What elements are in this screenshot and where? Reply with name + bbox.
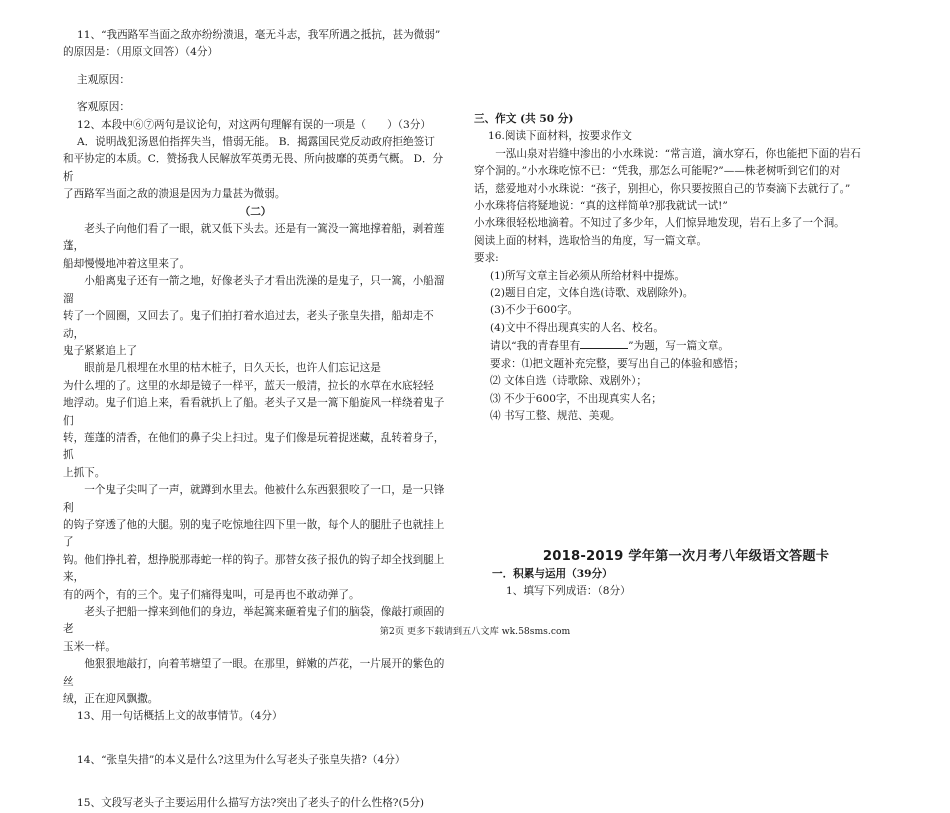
passage-line: 有的两个，有的三个。鬼子们痛得鬼叫，可是再也不敢动弹了。 bbox=[63, 588, 360, 601]
left-column bbox=[63, 27, 448, 813]
requirement-line: (3)不少于600字。 bbox=[490, 304, 579, 317]
page-footer: 第2页 更多下载请到五八文库 wk.58sms.com bbox=[379, 626, 571, 637]
requirement-line: (4)文中不得出现真实的人名、校名。 bbox=[490, 321, 664, 334]
passage-line: 为什么埋的了。这里的水却是镜子一样平，蓝天一般清，拉长的水草在水底轻轻 bbox=[63, 379, 434, 392]
section-2-title: （二） bbox=[239, 205, 272, 218]
material-line: 一泓山泉对岩缝中渗出的小水珠说：“常言道，滴水穿石，你也能把下面的岩石 bbox=[495, 147, 861, 160]
q11-line2: 的原因是：（用原文回答）（4分） bbox=[63, 46, 219, 59]
material-line: 小水珠很轻松地滴着。不知过了多少年，人们惊异地发现，岩石上多了一个洞。 bbox=[474, 217, 845, 230]
material-line: 要求: bbox=[474, 252, 499, 265]
q11-main-reason: 主观原因： bbox=[77, 73, 130, 86]
passage-line: 转，莲蓬的清香，在他们的鼻子尖上扫过。鬼子们像是玩着捉迷藏，乱转着身子，抓 bbox=[63, 431, 445, 462]
passage-line: 他狠狠地敲打，向着苇塘望了一眼。在那里，鲜嫩的芦花，一片展开的紫色的丝 bbox=[63, 658, 445, 688]
q11-objective-reason: 客观原因： bbox=[77, 101, 130, 114]
q12-option-bc: 和平协定的本质。C．赞扬我人民解放军英勇无畏、所向披靡的英勇气概。 D．分析 bbox=[63, 153, 444, 183]
prompt-after: ”为题，写一篇文章。 bbox=[628, 340, 729, 353]
passage-line: 的钩子穿透了他的大腿。别的鬼子吃惊地往四下里一散，每个人的腿肚子也就挂上了 bbox=[63, 518, 445, 549]
passage-line: 鬼子紧紧追上了 bbox=[63, 344, 138, 357]
answer-q1: 1、填写下列成语：（8分） bbox=[506, 585, 631, 597]
passage-line: 钩。他们挣扎着，想挣脱那毒蛇一样的钩子。那替女孩子报仇的钩子却全找到腿上来， bbox=[63, 553, 445, 584]
material-line: 穿个洞的。”小水珠吃惊不已：“凭我，那怎么可能呢?”——株老树听到它们的对 bbox=[474, 165, 841, 178]
passage-line: 老头子把船一撑来到他们的身边，举起篙来砸着鬼子们的脑袋，像敲打顽固的老 bbox=[63, 606, 445, 636]
material-line: 话，慈爱地对小水珠说：“孩子，别担心，你只要按照自己的节奏滴下去就行了。” bbox=[474, 182, 851, 195]
q12-option-a: A．说明战犯汤恩伯指挥失当，惜弱无能。 B．揭露国民党反动政府拒绝签订 bbox=[77, 136, 435, 149]
material-line: 阅读上面的材料，选取恰当的角度，写一篇文章。 bbox=[474, 234, 708, 247]
q15: 15、文段写老头子主要运用什么描写方法?突出了老头子的什么性格?(5分) bbox=[77, 797, 425, 810]
title-blank bbox=[580, 337, 628, 349]
requirement-line: 要求：⑴把文题补充完整，要写出自己的体验和感悟； bbox=[490, 357, 745, 370]
q11-line1: 11、“我西路军当面之敌亦纷纷溃退，毫无斗志，我军所遇之抵抗，甚为微弱” bbox=[77, 29, 441, 41]
passage-line: 地浮动。鬼子们追上来，看看就扒上了船。老头子又是一篙下船旋风一样绕着鬼子们 bbox=[63, 397, 445, 427]
requirement-line: (1)所写文章主旨必须从所给材料中提炼。 bbox=[490, 269, 686, 282]
prompt-before: 请以“我的青春里有 bbox=[490, 340, 581, 353]
q14: 14、“张皇失措”的本义是什么?这里为什么写老头子张皇失措?（4分） bbox=[77, 753, 406, 766]
passage-line: 船却慢慢地冲着这里来了。 bbox=[63, 257, 191, 270]
passage-line: 转了一个圆圈，又回去了。鬼子们拍打着水追过去，老头子张皇失措，船却走不动， bbox=[63, 310, 434, 340]
requirement-line: ⑶ 不少于600字，不出现真实人名； bbox=[490, 392, 662, 405]
passage-line: 老头子向他们看了一眼，就又低下头去。还是有一篙没一篙地撑着船，剥着莲蓬， bbox=[63, 223, 445, 253]
section-3-title: 三、作文 (共 50 分) bbox=[474, 113, 574, 125]
requirement-line: (2)题目自定，文体自选(诗歌、戏剧除外)。 bbox=[490, 287, 694, 300]
passage-line: 玉米一样。 bbox=[63, 640, 116, 653]
material-line: 小水珠将信将疑地说：“真的这样简单?那我就试一试!” bbox=[474, 200, 728, 213]
passage-line: 绒，正在迎风飘撒。 bbox=[63, 693, 159, 706]
requirement-line: ⑵ 文体自选（诗歌除、戏剧外）； bbox=[490, 375, 647, 388]
passage-line: 一个鬼子尖叫了一声，就蹲到水里去。他被什么东西狠狠咬了一口，是一只锋利 bbox=[63, 484, 445, 514]
answer-section-1: 一．积累与运用（39分） bbox=[492, 568, 613, 580]
q13: 13、用一句话概括上文的故事情节。（4分） bbox=[77, 710, 283, 723]
answer-card bbox=[492, 566, 631, 600]
right-column bbox=[474, 111, 874, 425]
q16-stem: 16.阅读下面材料，按要求作文 bbox=[488, 130, 632, 143]
q12-stem: 12、本段中⑥⑦两句是议论句，对这两句理解有误的一项是（ ）（3分） bbox=[77, 118, 431, 131]
passage-line: 小船离鬼子还有一箭之地，好像老头子才看出洗澡的是鬼子，只一篙，小船溜溜 bbox=[63, 275, 445, 305]
q12-option-d: 了西路军当面之敌的溃退是因为力量甚为微弱。 bbox=[63, 188, 286, 201]
answer-card-title: 2018-2019 学年第一次月考八年级语文答题卡 bbox=[542, 549, 830, 564]
essay-title-prompt bbox=[474, 337, 874, 355]
requirement-line: ⑷ 书写工整、规范、美观。 bbox=[490, 409, 621, 422]
passage-line: 上抓下。 bbox=[63, 466, 106, 479]
passage-line: 眼前是几根埋在水里的枯木桩子，日久天长，也许人们忘记这是 bbox=[84, 362, 381, 375]
